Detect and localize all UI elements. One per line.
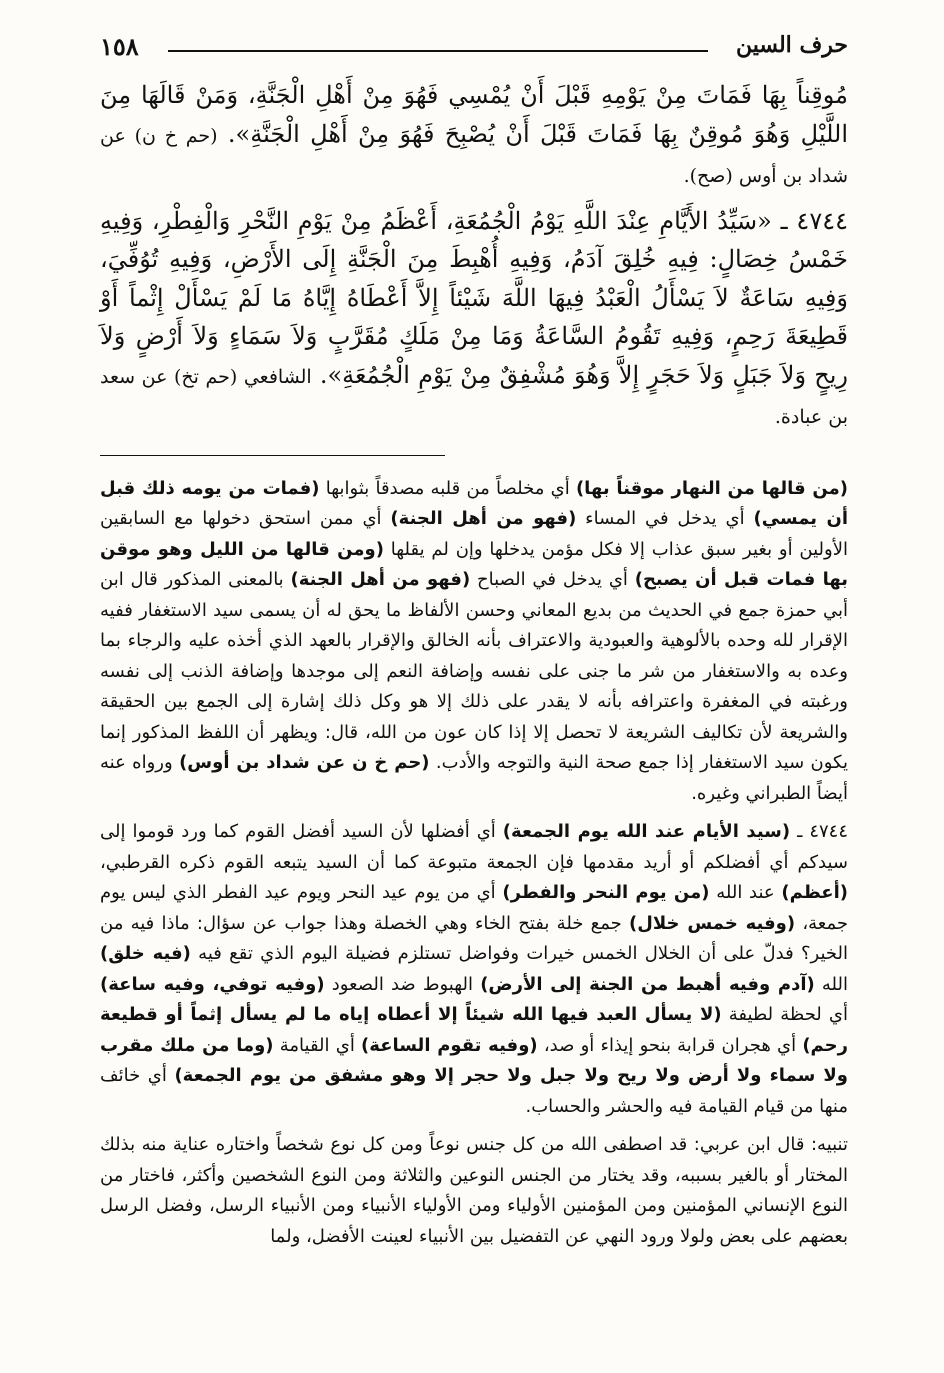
hadith-number: ٤٧٤٤ ـ [780,206,848,235]
quoted-phrase: (أعظم) [781,882,848,903]
footnote-divider [100,455,445,456]
hadith-text-continued: مُوقِناً بِهَا فَمَاتَ مِنْ يَوْمِهِ قَبْلَ أَنْ يُمْسِي فَهُوَ مِنْ أَهْلِ الْجَنَّةِ، وَمَنْ قَالَهَا مِنَ اللَّيْلِ وَهُوَ مُوقِنٌ بِهَا فَمَاتَ قَبْلَ أَنْ يُصْبِحَ فَهُوَ مِنْ أَهْلِ الْجَنَّةِ». [100,81,849,148]
quoted-phrase: (وفيه خمس خلال) [629,912,796,934]
commentary-paragraph-2 [100,817,848,1122]
quoted-phrase: (آدم وفيه أهبط من الجنة إلى الأرض) [480,973,815,995]
quoted-phrase: (وما من ملك مقرب ولا سماء ولا أرض ولا ريح ولا جبل ولا حجر إلا وهو مشفق من يوم الجمعة) [100,1034,848,1086]
quoted-phrase: (فهو من أهل الجنة) [390,508,577,529]
hadith-paragraph-4744 [100,202,848,437]
hadith-number: ٤٧٤٤ ـ [790,821,849,842]
explanation: الله [814,973,848,995]
quoted-phrase: (فمات من يومه ذلك قبل أن يمسي) [100,477,849,529]
explanation: الهبوط ضد الصعود [324,973,481,995]
hadith-paragraph-continued [100,76,848,196]
header-rule [168,50,708,52]
explanation: أي ممن استحق دخولها مع السابقين الأولين أو بغير سبق عذاب إلا فكل مؤمن يدخلها وإن لم يقلها [100,508,849,560]
page-header [100,28,848,70]
explanation: ورواه عنه أيضاً الطبراني وغيره. [100,752,848,804]
explanation: أي مخلصاً من قلبه مصدقاً بثوابها [319,477,576,499]
quoted-phrase: (فهو من أهل الجنة) [290,569,471,590]
hadith-text [100,76,848,437]
explanation: أي لحظة لطيفة [721,1004,848,1025]
explanation: عند الله [709,882,782,903]
explanation: أي هجران قرابة بنحو إيذاء أو صد، [537,1034,803,1056]
quoted-phrase: (لا يسأل العبد فيها الله شيئاً إلا أعطاه إياه ما لم يسأل إثماً أو قطيعة رحم) [100,1004,848,1056]
quoted-phrase: (وفيه توفي، وفيه ساعة) [100,973,325,995]
quoted-phrase: (سيد الأيام عند الله يوم الجمعة) [502,821,791,842]
commentary-paragraph-1 [100,474,848,810]
commentary-note: تنبيه: قال ابن عربي: قد اصطفى الله من كل جنس نوعاً ومن كل نوع شخصاً واختاره عناية منه بذلك المختار أو بالغير بسببه، وقد يختار من الجنس النوعين والثلاثة ومن النوع الشخصين وأكثر، فاختار من النوع الإنساني المؤمنين ومن المؤمنين الأولياء ومن الأولياء الأنبياء ومن الأنبياء الرسل، وفضل الرسل بعضهم على بعض ولولا ورود النهي عن التفضيل بين الأنبياء لعينت الأفضل، ولما [100,1134,848,1247]
quoted-phrase: (وفيه تقوم الساعة) [361,1034,538,1056]
commentary [100,474,848,1253]
quoted-phrase: (ومن قالها من الليل وهو موقن بها فمات قبل أن يصبح) [100,538,848,590]
explanation: أي خائف منها من قيام القيامة فيه والحشر والحساب. [100,1065,848,1117]
page-number: ١٥٨ [100,32,139,61]
quoted-phrase: (فيه خلق) [100,943,191,964]
quoted-phrase: (من قالها من النهار موقناً بها) [575,477,848,499]
explanation: أي يدخل في الصباح [470,569,635,590]
hadith-source: الشافعي (حم تخ) عن سعد بن عبادة. [100,365,848,428]
hadith-text-4744: «سَيِّدُ الأَيَّامِ عِنْدَ اللَّهِ يَوْمُ الْجُمُعَةِ، أَعْظَمُ مِنْ يَوْمِ النَّحْرِ وَالْفِطْرِ، وَفِيهِ خَمْسُ خِصَالٍ: فِيهِ خُلِقَ آدَمُ، وَفِيهِ أُهْبِطَ مِنَ الْجَنَّةِ إِلَى الأَرْضِ، وَفِيهِ تُوُفِّيَ، وَفِيهِ سَاعَةٌ لاَ يَسْأَلُ الْعَبْدُ فِيهَا اللَّهَ شَيْئاً إِلاَّ أَعْطَاهُ إِيَّاهُ مَا لَمْ يَسْأَلْ إِثْماً أَوْ قَطِيعَةَ رَحِمٍ، وَفِيهِ تَقُومُ السَّاعَةُ وَمَا مِنْ مَلَكٍ مُقَرَّبٍ وَلاَ سَمَاءٍ وَلاَ أَرْضٍ وَلاَ رِيحٍ وَلاَ جَبَلٍ وَلاَ حَجَرٍ إِلاَّ وَهُوَ مُشْفِقٌ مِنْ يَوْمِ الْجُمُعَةِ». [100,206,848,389]
explanation: أي القيامة [273,1034,362,1056]
explanation: بالمعنى المذكور قال ابن أبي حمزة جمع في الحديث من بديع المعاني وحسن الألفاظ ما يحق له أن يسمى سيد الاستغفار ففيه الإقرار لله وحده بالألوهية والعبودية والاعتراف بأنه الخالق والإقرار بالعهد الذي أخذه عليه والرجاء بما وعده به والاستغفار من شر ما جنى على نفسه وإضافة النعم إلى موجدها وإضافة الذنب إلى نفسه ورغبته في المغفرة واعترافه بأنه لا يقدر على ذلك إلا هو وكل ذلك إشارة إلى الجمع بين الحقيقة والشريعة لأن تكاليف الشريعة لا تحصل إلا إذا كان عون من الله، قال: ويظهر أن اللفظ المذكور إنما يكون سيد الاستغفار إذا جمع صحة النية والتوجه والأدب. [100,569,848,773]
explanation: جمع خلة بفتح الخاء وهي الخصلة وهذا جواب عن سؤال: ماذا فيه من الخير؟ فدلّ على أن الخلال الخمس خيرات وفواضل تستلزم فضيلة اليوم الذي تقع فيه [100,912,848,964]
quoted-phrase: (من يوم النحر والفطر) [502,882,710,903]
chapter-title: حرف السين [735,32,848,58]
source-citation: (حم خ ن عن شداد بن أوس) [179,752,430,773]
explanation: أي أفضلها لأن السيد أفضل القوم كما ورد قوموا إلى سيدكم أي أفضلكم أو أريد مقدمها فإن الجمعة متبوعة كما أن السيد يتبعه القوم ذكره القرطبي، [100,821,848,873]
explanation: أي يدخل في المساء [576,508,754,529]
hadith-source: (حم خ ن) عن شداد بن أوس (صح). [100,124,848,187]
explanation: أي من يوم عيد النحر ويوم عيد الفطر الذي ليس يوم جمعة، [100,882,848,934]
